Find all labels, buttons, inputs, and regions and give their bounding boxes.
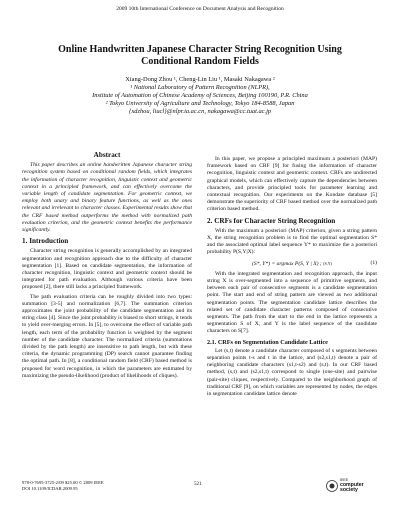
footer-isbn: 978-0-7695-3725-2/09 $25.00 © 2009 IEEE	[22, 480, 104, 485]
abstract-text: This paper describes an online handwritten Japanese character string recognition system based on conditional random fields, which integrates the information of character recognition, linguistic context and geometric context in a principled framework, and can effectively overcome the variable length of candidate segmentation. For geometric context, we employ both unary and binary feature functions, as well as the ones relevant and irrelevant to character classes. Experimental results show that the CRF based method outperforms the method with normalized path evaluation criterion, and the geometric context benefits the performance significantly.	[22, 162, 192, 234]
section-2-1-paragraph-1: Let (s,t) denote a candidate character composed of s segments between separation points t-s and t in the lattice, and (s2,s1,t) denote a pair of neighboring candidate characters (s1,t-s2) and (s,t). In our CRF based method, (s,t) and (s2,s1,t) correspond to single (one-site) and pairwise (pair-site) cliques, respectively. Compared to the neighborhood graph of traditional CRF [9], on which variables are represented by nodes, the edges in segmentation candidate lattice denote	[207, 347, 377, 398]
affiliation-1-line-2: Institute of Automation of Chinese Academy of Sciences, Beijing 100190, P.R. China	[92, 92, 308, 99]
logo-text-computer: computer	[340, 482, 364, 488]
title-line-1: Online Handwritten Japanese Character String Recognition Using	[58, 44, 342, 55]
affiliation-1-line-1: ¹ National Laboratory of Pattern Recognition (NLPR),	[130, 84, 270, 91]
logo-text-ieee: IEEE	[340, 478, 349, 482]
footer-doi: DOI 10.1109/ICDAR.2009.95	[22, 486, 78, 491]
introduction-heading: 1. Introduction	[22, 237, 69, 246]
section-2-paragraph-1: With the maximum a posteriori (MAP) criterion, given a string pattern X, the string recognition problem is to find the optimal segmentation S* and the associated optimal label sequence Y* to maximize the a posteriori probability P(S,Y|X):	[207, 227, 377, 256]
conference-header: 2009 10th International Conference on Document Analysis and Recognition	[116, 6, 284, 12]
equation-1-subscript: (S,Y)	[323, 260, 332, 266]
title-line-2: Conditional Random Fields	[141, 55, 259, 67]
intro-paragraph-2: The path evaluation criteria can be roughly divided into two types: summation [3-5] and normalization [6,7]. The summation criterion approximates the joint probability of the candidate segmentation and its string class [4]. Since the joint probability is biased to short strings, it tends to yield over-merging errors. In [5], to overcome the effect of variable path length, each term of the probability function is weighted by the segment number of the candidate character. The normalized criteria (summations divided by the path length) are insensitive to path length, but with these criteria, the dynamic programming (DP) search cannot guarantee finding the optimal path. In [8], a conditional random field (CRF) based method is proposed for word recognition, in which the parameters are estimated by maximizing the pseudo-likelihood (product of likelihoods of cliques).	[22, 293, 192, 379]
author-names: Xiang-Dong Zhou ¹, Cheng-Lin Liu ¹, Masaki Nakagawa ²	[125, 76, 275, 83]
right-paragraph-1: In this paper, we propose a principled maximum a posteriori (MAP) framework based on CRF [9] for fusing the information of character recognition, linguistic context and geometric context. CRFs are undirected graphical models, which can effectively capture the dependencies between characters, and provide principled tools for parameter learning and contextual recognition. Our experiments on the Kondate database [5] demonstrate the superiority of CRF based method over the normalized path criterion based method.	[207, 156, 377, 213]
author-emails: {xdzhou, liucl}@nlpr.ia.ac.cn, nakagawa@cc.tuat.ac.jp	[128, 108, 272, 115]
left-column	[22, 152, 192, 382]
author-block	[20, 76, 380, 116]
equation-1-number: (1)	[370, 259, 377, 266]
section-2-heading: 2. CRFs for Character String Recognition	[207, 216, 336, 225]
section-2-paragraph-2: With the integrated segmentation and recognition approach, the input string X is over-segmented into a sequence of primitive segments, and between each pair of consecutive segments is a candidate segmentation point. The start and end of string pattern are viewed as two additional segmentation points. The segmentation candidate lattice describes the related set of candidate character patterns composed of consecutive segments. The path from the start to the end in the lattice represents a segmentation S of X, and Y is the label sequence of the candidate characters on S[7].	[207, 270, 377, 335]
affiliation-2: ² Tokyo University of Agriculture and Technology, Tokyo 184-8588, Japan	[105, 100, 295, 107]
right-column	[207, 156, 377, 400]
ieee-computer-society-logo	[326, 478, 376, 494]
paper-title	[30, 44, 370, 67]
equation-1	[207, 260, 377, 268]
abstract-heading: Abstract	[93, 151, 121, 159]
section-2-1-heading: 2.1. CRFs on Segmentation Candidate Lattice	[207, 338, 328, 346]
logo-text-society: society	[340, 487, 358, 493]
page-number: 521	[194, 482, 202, 487]
intro-paragraph-1: Character string recognition is generally accomplished by an integrated segmentation and recognition approach due to the difficulty of character segmentation [1]. Based on candidate segmentation, the information of character recognition, linguistic context and geometric context should be integrated for path evaluation. Although various criteria have been proposed [2], there still lacks a principled framework.	[22, 248, 192, 291]
footer-left	[22, 480, 104, 492]
equation-1-body: (S*, Y*) = argmax P(S, Y | X) ;	[252, 260, 322, 267]
